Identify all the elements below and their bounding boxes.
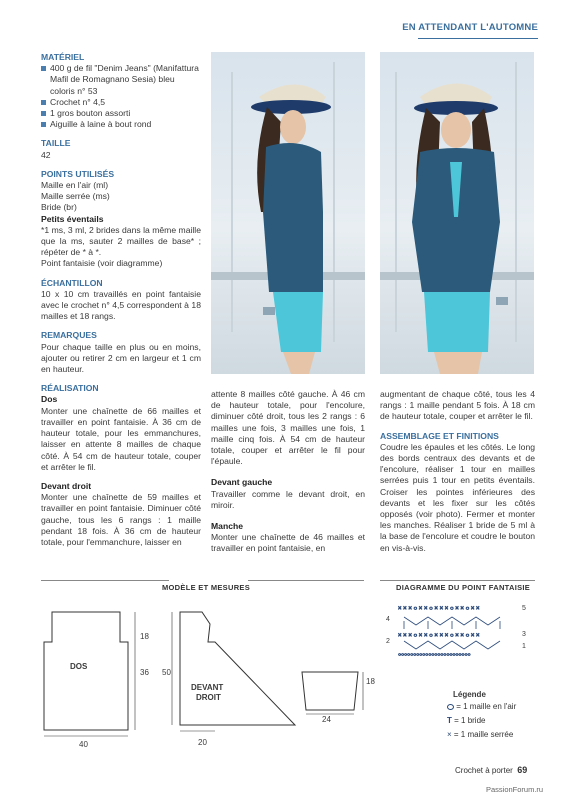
- page-number: 69: [517, 765, 528, 775]
- single-crochet-icon: ×: [447, 730, 452, 739]
- devant-droit-title: Devant droit: [41, 480, 92, 491]
- assemblage-title: ASSEMBLAGE ET FINITIONS: [380, 430, 499, 441]
- echantillon-title: ÉCHANTILLON: [41, 277, 103, 288]
- model-figure-1: [211, 52, 365, 374]
- column-materials: [41, 52, 201, 548]
- stitch-diagram: [398, 603, 518, 658]
- page-footer: [455, 760, 527, 778]
- taille-value: 42: [41, 149, 51, 160]
- materiel-item: 1 gros bouton assorti: [41, 108, 201, 119]
- manche-continued: augmentant de chaque côté, tous les 4 rangs : 1 maille pendant 5 fois. À 18 cm de hauteur totale, couper et arrêter le fil.: [380, 389, 535, 422]
- measure-50: 50: [162, 668, 171, 677]
- devant-droit-continued: attente 8 mailles côté gauche. À 46 cm de hauteur totale, pour l'encolure, diminuer côté droit, tous les 2 rangs : 6 mailles une fois, 3 mailles une fois, 1 maille cinq fois. À 54 cm de hauteur totale, couper et arrêter le fil pour l'épaule.: [211, 389, 365, 467]
- photo-side-view: [211, 52, 365, 374]
- diagramme-rule: [380, 580, 535, 581]
- devant-gauche-text: Travailler comme le devant droit, en miroir.: [211, 488, 365, 510]
- page-header: [0, 22, 588, 38]
- materiel-item: Crochet n° 4,5: [41, 97, 201, 108]
- footer-text: Crochet à porter: [455, 766, 513, 775]
- schema-rule-right: [248, 580, 364, 581]
- legend-row-chain: [447, 702, 516, 711]
- measure-18: 18: [140, 632, 149, 641]
- devant-gauche-title: Devant gauche: [211, 477, 273, 488]
- chain-stitch-icon: [447, 704, 454, 710]
- svg-text:× × × ○ × × ○ × × × ○ × × ○ ×: × × × ○ × × ○ × × × ○ × × ○ × ×: [398, 606, 480, 612]
- legend-ms-label: = 1 maille serrée: [453, 730, 514, 739]
- schema-rule-left: [41, 580, 169, 581]
- points-line: Maille en l'air (ml): [41, 180, 109, 191]
- model-figure-2: [380, 52, 534, 374]
- svg-text:○○○○○○○○○○○○○○○○○○○○○○○○: ○○○○○○○○○○○○○○○○○○○○○○○○: [398, 652, 471, 658]
- devant-label-2: DROIT: [196, 693, 221, 702]
- row-number-1: 1: [522, 643, 526, 650]
- dos-title: Dos: [41, 394, 58, 405]
- remarques-text: Pour chaque taille en plus ou en moins, ajouter ou retirer 2 cm en largeur et 1 cm en hauteur.: [41, 341, 201, 375]
- pattern-schema: [40, 600, 370, 750]
- column-instructions-3: [380, 389, 535, 554]
- measure-40: 40: [79, 740, 88, 749]
- materiel-item: Aiguille à laine à bout rond: [41, 119, 201, 130]
- bride-stitch-icon: T: [447, 716, 452, 725]
- echantillon-text: 10 x 10 cm travaillés en point fantaisie avec le crochet n° 4,5 correspondent à 18 mailles et 18 rangs.: [41, 288, 201, 322]
- dos-label: DOS: [70, 662, 88, 671]
- photo-front-view: [380, 52, 534, 374]
- section-title: EN ATTENDANT L'AUTOMNE: [402, 22, 538, 33]
- manche-text: Monter une chaînette de 46 mailles et travailler en point fantaisie, en: [211, 532, 365, 554]
- svg-text:× × × ○ × × ○ × × × ○ × × ○ ×: × × × ○ × × ○ × × × ○ × × ○ × ×: [398, 633, 480, 639]
- watermark: PassionForum.ru: [486, 785, 544, 794]
- row-number-5: 5: [522, 605, 526, 612]
- header-rule: [418, 38, 538, 39]
- legend-title: Légende: [453, 690, 486, 699]
- measure-36: 36: [140, 668, 149, 677]
- row-number-2: 2: [386, 638, 390, 645]
- legend-bride-label: = 1 bride: [454, 716, 486, 725]
- taille-title: TAILLE: [41, 138, 71, 149]
- column-instructions-2: [211, 389, 365, 555]
- legend-chain-label: = 1 maille en l'air: [456, 702, 517, 711]
- devant-label-1: DEVANT: [191, 683, 224, 692]
- diagramme-title: DIAGRAMME DU POINT FANTAISIE: [396, 583, 531, 592]
- measure-20: 20: [198, 738, 207, 747]
- dos-text: Monter une chaînette de 66 mailles et travailler en point fantaisie. À 36 cm de hauteur totale, pour les emmanchures, laisser en attente 8 mailles de chaque côté. À 54 cm de hauteur totale, couper et arrêter le fil.: [41, 405, 201, 472]
- materiel-title: MATÉRIEL: [41, 52, 85, 62]
- points-line: Bride (br): [41, 202, 77, 213]
- materiel-item: 400 g de fil "Denim Jeans" (Manifattura Mafil de Romagnano Sesia) bleu coloris n° 53: [41, 63, 201, 97]
- point-fantaisie: Point fantaisie (voir diagramme): [41, 258, 163, 269]
- measure-24: 24: [322, 715, 331, 724]
- assemblage-text: Coudre les épaules et les côtés. Le long des bords centraux des devants et de l'encolure, réaliser 1 tour en mailles serrées puis 1 tour en petits éventails. Croiser les pointes inférieures des devants et les fixer sur les côtés opposés (voir photo). Fermer et monter les manches. Réaliser 1 bride de 5 ml à la base de l'encolure et coudre le bouton en vis-à-vis.: [380, 441, 535, 553]
- realisation-title: RÉALISATION: [41, 383, 99, 394]
- petits-eventails-title: Petits éventails: [41, 213, 104, 224]
- remarques-title: REMARQUES: [41, 330, 97, 341]
- legend-row-ms: [447, 730, 513, 739]
- row-number-3: 3: [522, 631, 526, 638]
- petits-eventails-text: *1 ms, 3 ml, 2 brides dans la même maille que la ms, sauter 2 mailles de base* ; répéter de * à *.: [41, 224, 201, 258]
- row-number-4: 4: [386, 616, 390, 623]
- measure-18-manche: 18: [366, 677, 375, 686]
- points-title: POINTS UTILISÉS: [41, 168, 115, 179]
- devant-droit-text: Monter une chaînette de 59 mailles et travailler en point fantaisie. Diminuer côté gauche, tous les 6 rangs : 1 maille pendant 18 fois. À 36 cm de hauteur totale, pour l'emmanchure, laisser en: [41, 492, 201, 547]
- points-line: Maille serrée (ms): [41, 191, 110, 202]
- legend-row-bride: [447, 716, 485, 725]
- manche-title: Manche: [211, 521, 243, 532]
- schema-title: MODÈLE ET MESURES: [162, 583, 251, 592]
